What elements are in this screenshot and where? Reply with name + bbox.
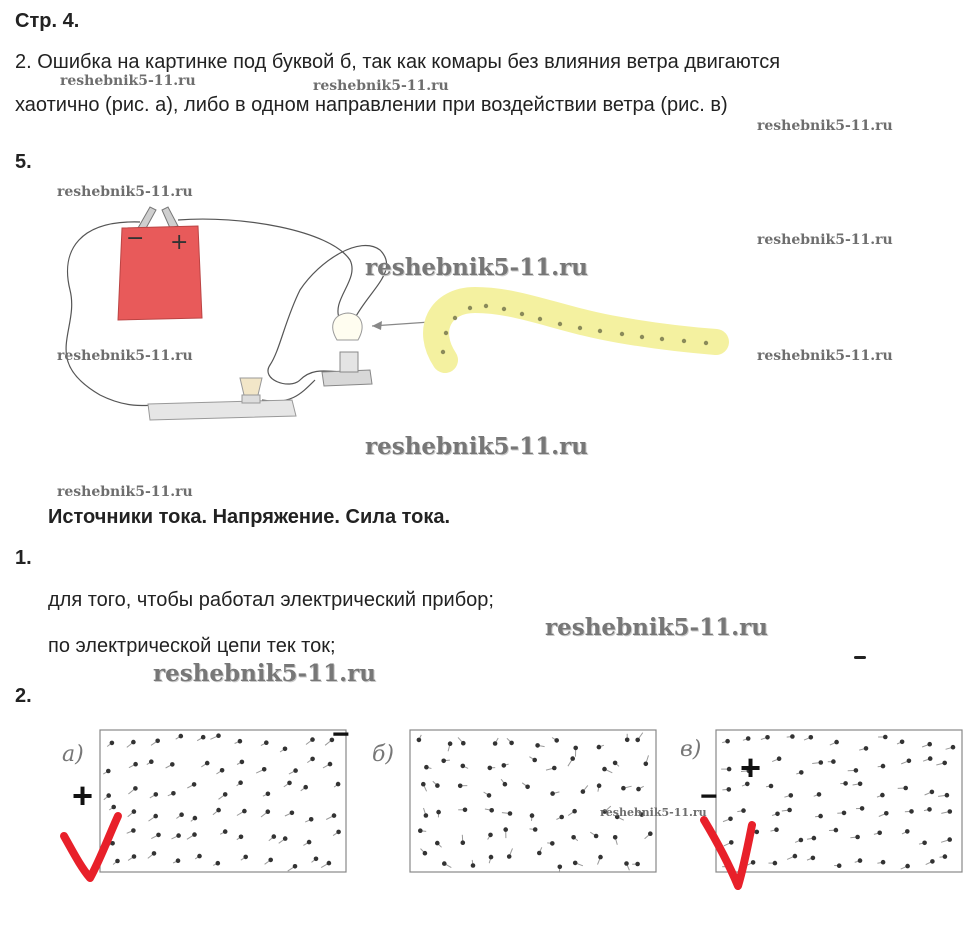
particle xyxy=(635,738,640,743)
particle xyxy=(625,738,630,743)
particle xyxy=(461,840,466,845)
particle xyxy=(239,835,244,840)
particle xyxy=(283,836,288,841)
particle xyxy=(487,793,492,798)
particle xyxy=(310,737,315,742)
panel-a-label: а) xyxy=(62,742,84,767)
particle xyxy=(951,745,956,750)
particle xyxy=(132,854,137,859)
particle xyxy=(613,761,618,766)
particle xyxy=(907,759,912,764)
particle xyxy=(242,809,247,814)
particle xyxy=(131,740,136,745)
particle xyxy=(884,811,889,816)
particle xyxy=(858,782,863,787)
particle xyxy=(809,735,814,740)
particle xyxy=(843,781,848,786)
particle xyxy=(765,735,770,740)
particle xyxy=(903,786,908,791)
particle xyxy=(729,840,734,845)
particle xyxy=(930,859,935,864)
particle xyxy=(309,817,314,822)
particle xyxy=(111,805,116,810)
particle xyxy=(927,742,932,747)
particle xyxy=(755,830,760,835)
particle xyxy=(943,854,948,859)
particle xyxy=(648,831,653,836)
particle xyxy=(272,834,277,839)
particle xyxy=(571,835,576,840)
particle xyxy=(777,756,782,761)
particle xyxy=(327,861,332,866)
item-2-number: 2. xyxy=(15,685,32,707)
particle xyxy=(240,760,245,765)
particle xyxy=(441,759,446,764)
particle xyxy=(179,734,184,739)
particle xyxy=(811,856,816,861)
particle xyxy=(283,747,288,752)
particle xyxy=(834,740,839,745)
particle xyxy=(883,735,888,740)
particle xyxy=(442,861,447,866)
particle xyxy=(947,837,952,842)
particle xyxy=(572,809,577,814)
particle xyxy=(201,735,206,740)
particle xyxy=(192,782,197,787)
answer-2-line-1: 2. Ошибка на картинке под буквой б, так как комары без влияния ветра двигаются xyxy=(15,51,781,73)
particle xyxy=(436,810,441,815)
particle xyxy=(155,739,160,744)
watermark: reshebnik5-11.ru xyxy=(313,78,449,94)
particle xyxy=(550,791,555,796)
particle xyxy=(435,841,440,846)
particle xyxy=(581,789,586,794)
particle xyxy=(293,864,298,869)
section-title: Источники тока. Напряжение. Сила тока. xyxy=(48,506,451,528)
particle xyxy=(573,861,578,866)
particle xyxy=(493,741,498,746)
particle xyxy=(488,766,493,771)
particle xyxy=(489,808,494,813)
particle xyxy=(774,827,779,832)
particle xyxy=(238,780,243,785)
watermark: reshebnik5-11.ru xyxy=(153,660,376,687)
particle xyxy=(945,793,950,798)
particle xyxy=(424,813,429,818)
particle xyxy=(799,770,804,775)
panel-a-minus-sign: − xyxy=(332,718,350,751)
particle xyxy=(728,817,733,822)
particle xyxy=(106,769,111,774)
particle xyxy=(503,782,508,787)
particle xyxy=(559,815,564,820)
watermark: reshebnik5-11.ru xyxy=(757,118,893,134)
panel-b-label: б) xyxy=(372,742,395,767)
particle xyxy=(725,739,730,744)
particle xyxy=(727,767,732,772)
particle xyxy=(266,809,271,814)
particle xyxy=(418,828,423,833)
panel-v-minus-sign: − xyxy=(700,780,718,813)
page-heading: Стр. 4. xyxy=(15,10,80,32)
particle xyxy=(881,764,886,769)
particle xyxy=(881,860,886,865)
item-1-line-1: для того, чтобы работал электрический прибор; xyxy=(48,589,494,611)
particle xyxy=(328,762,333,767)
particle xyxy=(855,835,860,840)
particle xyxy=(307,840,312,845)
particle xyxy=(216,733,221,738)
watermark: reshebnik5-11.ru xyxy=(60,73,196,89)
particle xyxy=(488,833,493,838)
particle xyxy=(110,741,115,746)
particle xyxy=(223,829,228,834)
panel-a-plus-sign: + xyxy=(72,775,94,816)
particle xyxy=(905,829,910,834)
particle xyxy=(751,860,756,865)
particle xyxy=(131,828,136,833)
particle xyxy=(928,756,933,761)
particle xyxy=(106,793,111,798)
particle xyxy=(156,833,161,838)
particle xyxy=(558,865,563,870)
particle xyxy=(909,809,914,814)
particle xyxy=(746,736,751,741)
particle xyxy=(243,855,248,860)
particle xyxy=(435,783,440,788)
particle xyxy=(461,764,466,769)
particle xyxy=(133,786,138,791)
particle xyxy=(554,738,559,743)
watermark: reshebnik5-11.ru xyxy=(545,614,768,641)
particle xyxy=(793,854,798,859)
particle xyxy=(834,828,839,833)
particle xyxy=(489,855,494,860)
particle xyxy=(132,809,137,814)
particle xyxy=(769,784,774,789)
particle xyxy=(423,851,428,856)
particle xyxy=(193,816,198,821)
particle xyxy=(525,785,530,790)
particle xyxy=(817,792,822,797)
particle xyxy=(179,812,184,817)
particle xyxy=(336,830,341,835)
particle xyxy=(508,811,513,816)
particle xyxy=(509,741,514,746)
particle xyxy=(636,787,641,792)
particle xyxy=(905,864,910,869)
particle xyxy=(948,809,953,814)
panel-b-frame xyxy=(410,730,656,872)
particle xyxy=(773,861,778,866)
battery-minus-sign: − xyxy=(126,226,145,251)
particle xyxy=(854,768,859,773)
item-1-number: 1. xyxy=(15,547,32,569)
particle xyxy=(880,793,885,798)
particle xyxy=(799,838,804,843)
particle xyxy=(552,766,557,771)
particle xyxy=(613,835,618,840)
particle xyxy=(421,782,426,787)
watermark: reshebnik5-11.ru xyxy=(600,806,707,819)
particle xyxy=(594,834,599,839)
particle xyxy=(790,734,795,739)
particle xyxy=(238,739,243,744)
particle xyxy=(461,741,466,746)
particle xyxy=(205,761,210,766)
item-5-number: 5. xyxy=(15,151,32,173)
panel-v-plus-sign: + xyxy=(740,747,762,788)
item-1-line-2: по электрической цепи тек ток; xyxy=(48,635,336,657)
watermark: reshebnik5-11.ru xyxy=(57,184,193,200)
particle xyxy=(635,862,640,867)
particle xyxy=(922,841,927,846)
answer-2-line-2: хаотично (рис. а), либо в одном направлении при воздействии ветра (рис. в) xyxy=(15,94,728,116)
particle xyxy=(336,782,341,787)
particle xyxy=(448,741,453,746)
particle xyxy=(115,859,120,864)
particle xyxy=(535,743,540,748)
particle xyxy=(831,759,836,764)
particle xyxy=(503,827,508,832)
particle xyxy=(458,784,463,789)
particle xyxy=(942,761,947,766)
particle xyxy=(152,851,157,856)
particle xyxy=(927,807,932,812)
particle xyxy=(424,765,429,770)
particle xyxy=(900,740,905,745)
particle xyxy=(530,813,535,818)
watermark: reshebnik5-11.ru xyxy=(757,232,893,248)
particle xyxy=(644,762,649,767)
particle xyxy=(507,854,512,859)
particle xyxy=(597,783,602,788)
particle xyxy=(176,858,181,863)
particle xyxy=(532,758,537,763)
particle xyxy=(170,762,175,767)
particle xyxy=(598,855,603,860)
particle xyxy=(597,745,602,750)
watermark: reshebnik5-11.ru xyxy=(57,348,193,364)
particle xyxy=(818,814,823,819)
particle xyxy=(303,785,308,790)
particle xyxy=(153,814,158,819)
particle xyxy=(550,841,555,846)
particle xyxy=(533,827,538,832)
particle xyxy=(860,806,865,811)
particle xyxy=(149,759,154,764)
particle xyxy=(787,808,792,813)
particle xyxy=(930,790,935,795)
particle xyxy=(133,762,138,767)
particle xyxy=(877,831,882,836)
particle xyxy=(417,738,422,743)
particle xyxy=(573,746,578,751)
particle xyxy=(268,858,273,863)
particle xyxy=(197,854,202,859)
watermark: reshebnik5-11.ru xyxy=(57,484,193,500)
particle xyxy=(223,792,228,797)
particle xyxy=(837,863,842,868)
particle xyxy=(624,861,629,866)
particle xyxy=(264,740,269,745)
particle xyxy=(621,786,626,791)
particle xyxy=(154,792,159,797)
particle xyxy=(192,832,197,837)
particle xyxy=(463,808,468,813)
panel-v-label: в) xyxy=(680,737,702,762)
particle xyxy=(741,808,746,813)
particle xyxy=(310,757,315,762)
particle xyxy=(789,793,794,798)
particle xyxy=(727,787,732,792)
particle xyxy=(812,836,817,841)
particle xyxy=(314,857,319,862)
particle xyxy=(842,811,847,816)
particle xyxy=(216,861,221,866)
particle xyxy=(602,767,607,772)
particle xyxy=(775,812,780,817)
particle xyxy=(332,813,337,818)
particle xyxy=(171,791,176,796)
watermark: reshebnik5-11.ru xyxy=(365,433,588,460)
particle xyxy=(266,792,271,797)
particle xyxy=(220,768,225,773)
panel-a-frame xyxy=(100,730,346,872)
particle xyxy=(537,851,542,856)
particle xyxy=(502,763,507,768)
particle xyxy=(287,781,292,786)
particle xyxy=(858,858,863,863)
particle xyxy=(216,808,221,813)
particle xyxy=(471,863,476,868)
particle xyxy=(262,767,267,772)
watermark: reshebnik5-11.ru xyxy=(365,254,588,281)
particle xyxy=(819,760,824,765)
particle xyxy=(293,768,298,773)
battery-plus-sign: + xyxy=(170,230,189,255)
particle xyxy=(570,756,575,761)
particle xyxy=(290,811,295,816)
watermark: reshebnik5-11.ru xyxy=(757,348,893,364)
particle xyxy=(864,746,869,751)
particle xyxy=(176,833,181,838)
